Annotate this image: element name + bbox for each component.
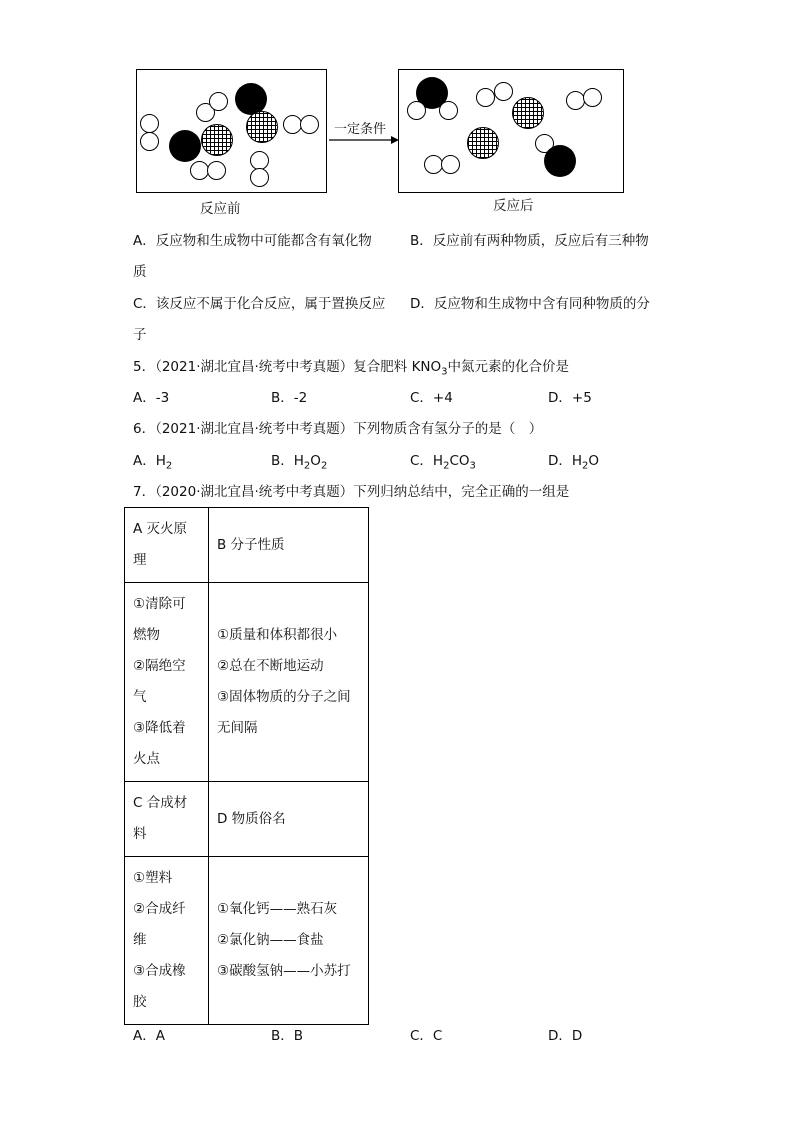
header-cell-a: A 灭火原 理: [125, 508, 209, 583]
q7-option-d: D．D: [548, 1028, 583, 1044]
q6-option-b: B．$H_2O_2$: [271, 453, 328, 472]
cell-a-items: ①清除可 燃物 ②隔绝空 气 ③降低着 火点: [125, 583, 209, 782]
white-atom: [300, 115, 319, 134]
table-row: [125, 508, 369, 583]
q7-option-b: B．B: [271, 1028, 304, 1044]
white-atom: [441, 155, 460, 174]
white-atom: [439, 101, 458, 120]
checkered-atom: [201, 124, 233, 156]
cell-d-items: ①氧化钙——熟石灰 ②氯化钠——食盐 ③碳酸氢钠——小苏打: [209, 857, 369, 1025]
white-atom: [140, 132, 159, 151]
after-caption: 反应后: [493, 198, 534, 214]
after-reaction-box: [398, 69, 624, 193]
q4-option-d: D．反应物和生成物中含有同种物质的分: [410, 296, 650, 312]
white-atom: [250, 168, 269, 187]
q5-option-c: C．+4: [410, 390, 453, 406]
summary-table: [124, 507, 369, 1025]
header-cell-c: C 合成材料: [125, 782, 209, 857]
q4-option-d-cont: 子: [133, 327, 147, 343]
white-atom: [583, 88, 602, 107]
black-atom: [544, 145, 576, 177]
q6-option-c: C．$H_2CO_3$: [410, 453, 476, 472]
reaction-arrow-icon: [328, 135, 400, 145]
q6-stem: 6．（2021·湖北宜昌·统考中考真题）下列物质含有氢分子的是（ ）: [133, 421, 543, 437]
q5-option-a: A．-3: [133, 390, 170, 406]
q5-option-b: B．-2: [271, 390, 308, 406]
q5-option-d: D．+5: [548, 390, 592, 406]
q6-option-a: A．$H_2$: [133, 453, 173, 472]
q4-option-b: B．反应前有两种物质，反应后有三种物: [410, 233, 649, 249]
header-cell-d: D 物质俗名: [209, 782, 369, 857]
header-cell-b: B 分子性质: [209, 508, 369, 583]
q5-stem: 5．（2021·湖北宜昌·统考中考真题）复合肥料 $KNO_3$中氮元素的化合价是: [133, 359, 570, 378]
checkered-atom: [467, 127, 499, 159]
white-atom: [407, 101, 426, 120]
white-atom: [140, 114, 159, 133]
q6-option-d: D．$H_2O$: [548, 453, 600, 472]
before-caption: 反应前: [200, 201, 241, 217]
table-row: [125, 782, 369, 857]
cell-b-items: ①质量和体积都很小 ②总在不断地运动 ③固体物质的分子之间 无间隔: [209, 583, 369, 782]
q4-option-a: A．反应物和生成物中可能都含有氧化物: [133, 233, 372, 249]
checkered-atom: [512, 97, 544, 129]
q4-option-b-cont: 质: [133, 264, 147, 280]
q7-option-a: A．A: [133, 1028, 165, 1044]
q4-option-c: C．该反应不属于化合反应，属于置换反应: [133, 296, 386, 312]
table-row: [125, 583, 369, 782]
white-atom: [209, 92, 228, 111]
white-atom: [494, 82, 513, 101]
q7-stem: 7．（2020·湖北宜昌·统考中考真题）下列归纳总结中，完全正确的一组是: [133, 484, 570, 500]
q7-option-c: C．C: [410, 1028, 443, 1044]
white-atom: [207, 161, 226, 180]
checkered-atom: [246, 111, 278, 143]
cell-c-items: ①塑料 ②合成纤 维 ③合成橡 胶: [125, 857, 209, 1025]
white-atom: [566, 91, 585, 110]
before-reaction-box: [136, 69, 327, 193]
white-atom: [476, 88, 495, 107]
table-row: [125, 857, 369, 1025]
black-atom: [169, 130, 201, 162]
arrow-label: 一定条件: [334, 122, 387, 137]
